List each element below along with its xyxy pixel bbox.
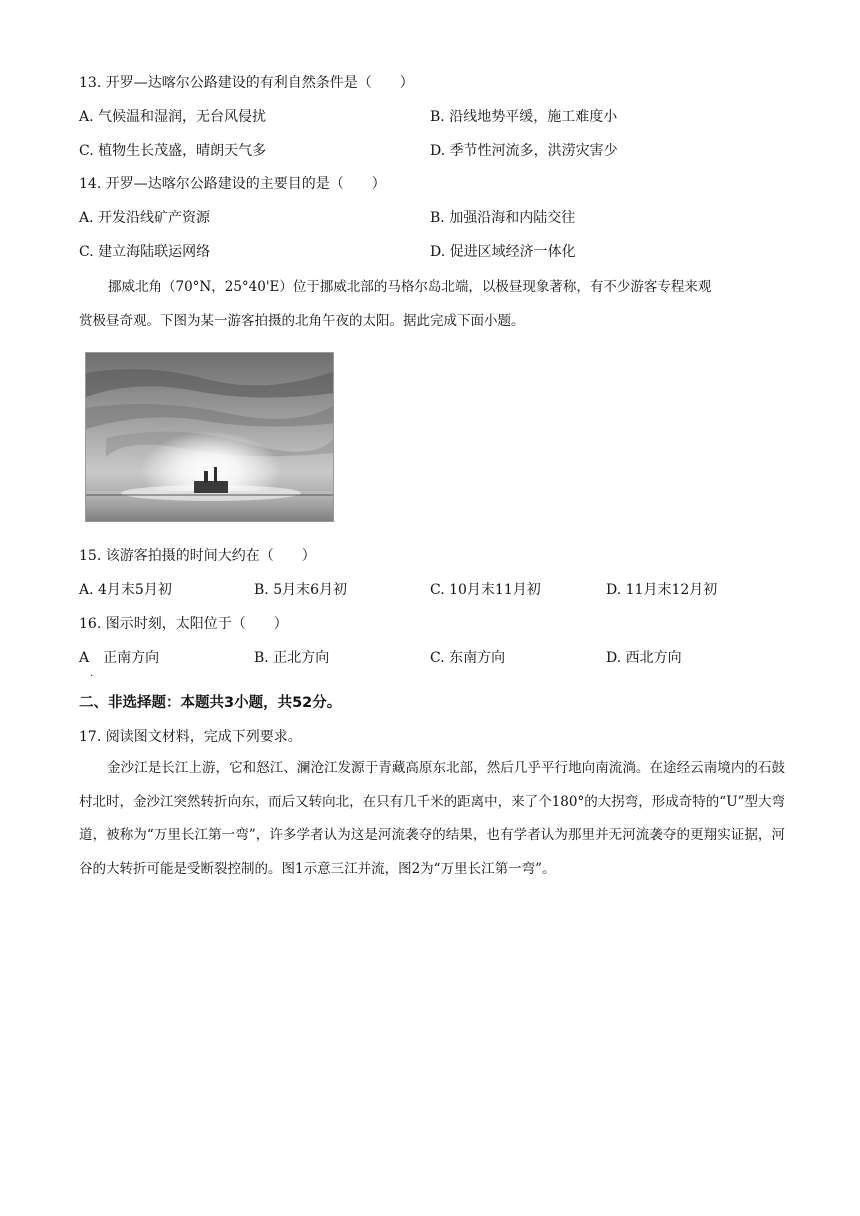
question-13-option-b[interactable]: B. 沿线地势平缓，施工难度小 <box>430 109 618 125</box>
question-16-option-d[interactable]: D. 西北方向 <box>606 650 682 666</box>
question-17-paragraph-text: 金沙江是长江上游，它和怒江、澜沧江发源于青藏高原东北部，然后几乎平行地向南流淌。在途经云南境内的石鼓村北时，金沙江突然转折向东，而后又转向北，在只有几千米的距离中，来了个180°的大拐弯，形成奇特的“U”型大弯道，被称为“万里长江第一弯”，许多学者认为这是河流袭夺的结果，也有学者认为那里并无河流袭夺的更翔实证据，河谷的大转折可能是受断裂控制的。图1示意三江并流，图2为“万里长江第一弯”。 <box>79 760 785 877</box>
question-17-stem: 17. 阅读图文材料，完成下列要求。 <box>79 729 302 745</box>
question-16-option-a[interactable]: A 正南方向 <box>79 650 160 666</box>
question-15-option-a[interactable]: A. 4月末5月初 <box>79 582 172 598</box>
question-14-option-b[interactable]: B. 加强沿海和内陆交往 <box>430 210 576 226</box>
norway-passage-line1: 挪威北角（70°N，25°40'E）位于挪威北部的马格尔岛北端，以极昼现象著称，有不少游客专程来观 <box>108 279 712 295</box>
section-2-heading: 二、非选择题：本题共3小题，共52分。 <box>79 695 342 711</box>
stray-dot: · <box>90 671 94 682</box>
question-14-option-d[interactable]: D. 促进区域经济一体化 <box>430 244 576 260</box>
question-15-option-c[interactable]: C. 10月末11月初 <box>430 582 541 598</box>
question-16-option-b[interactable]: B. 正北方向 <box>254 650 330 666</box>
question-17-paragraph <box>79 752 785 886</box>
question-16-stem: 16. 图示时刻，太阳位于（ ） <box>79 616 288 632</box>
question-13-option-d[interactable]: D. 季节性河流多，洪涝灾害少 <box>430 143 618 159</box>
question-16-option-c[interactable]: C. 东南方向 <box>430 650 506 666</box>
question-13-option-a[interactable]: A. 气候温和湿润，无台风侵扰 <box>79 109 267 125</box>
question-15-stem: 15. 该游客拍摄的时间大约在（ ） <box>79 548 316 564</box>
question-14-option-c[interactable]: C. 建立海陆联运网络 <box>79 244 211 260</box>
question-14-stem: 14. 开罗—达喀尔公路建设的主要目的是（ ） <box>79 176 386 192</box>
midnight-sun-photo <box>85 352 334 522</box>
question-15-option-d[interactable]: D. 11月末12月初 <box>606 582 718 598</box>
question-13-stem: 13. 开罗—达喀尔公路建设的有利自然条件是（ ） <box>79 75 414 91</box>
question-14-option-a[interactable]: A. 开发沿线矿产资源 <box>79 210 211 226</box>
question-15-option-b[interactable]: B. 5月末6月初 <box>254 582 348 598</box>
norway-passage-line2: 赏极昼奇观。下图为某一游客拍摄的北角午夜的太阳。据此完成下面小题。 <box>79 313 525 329</box>
question-13-option-c[interactable]: C. 植物生长茂盛，晴朗天气多 <box>79 143 267 159</box>
